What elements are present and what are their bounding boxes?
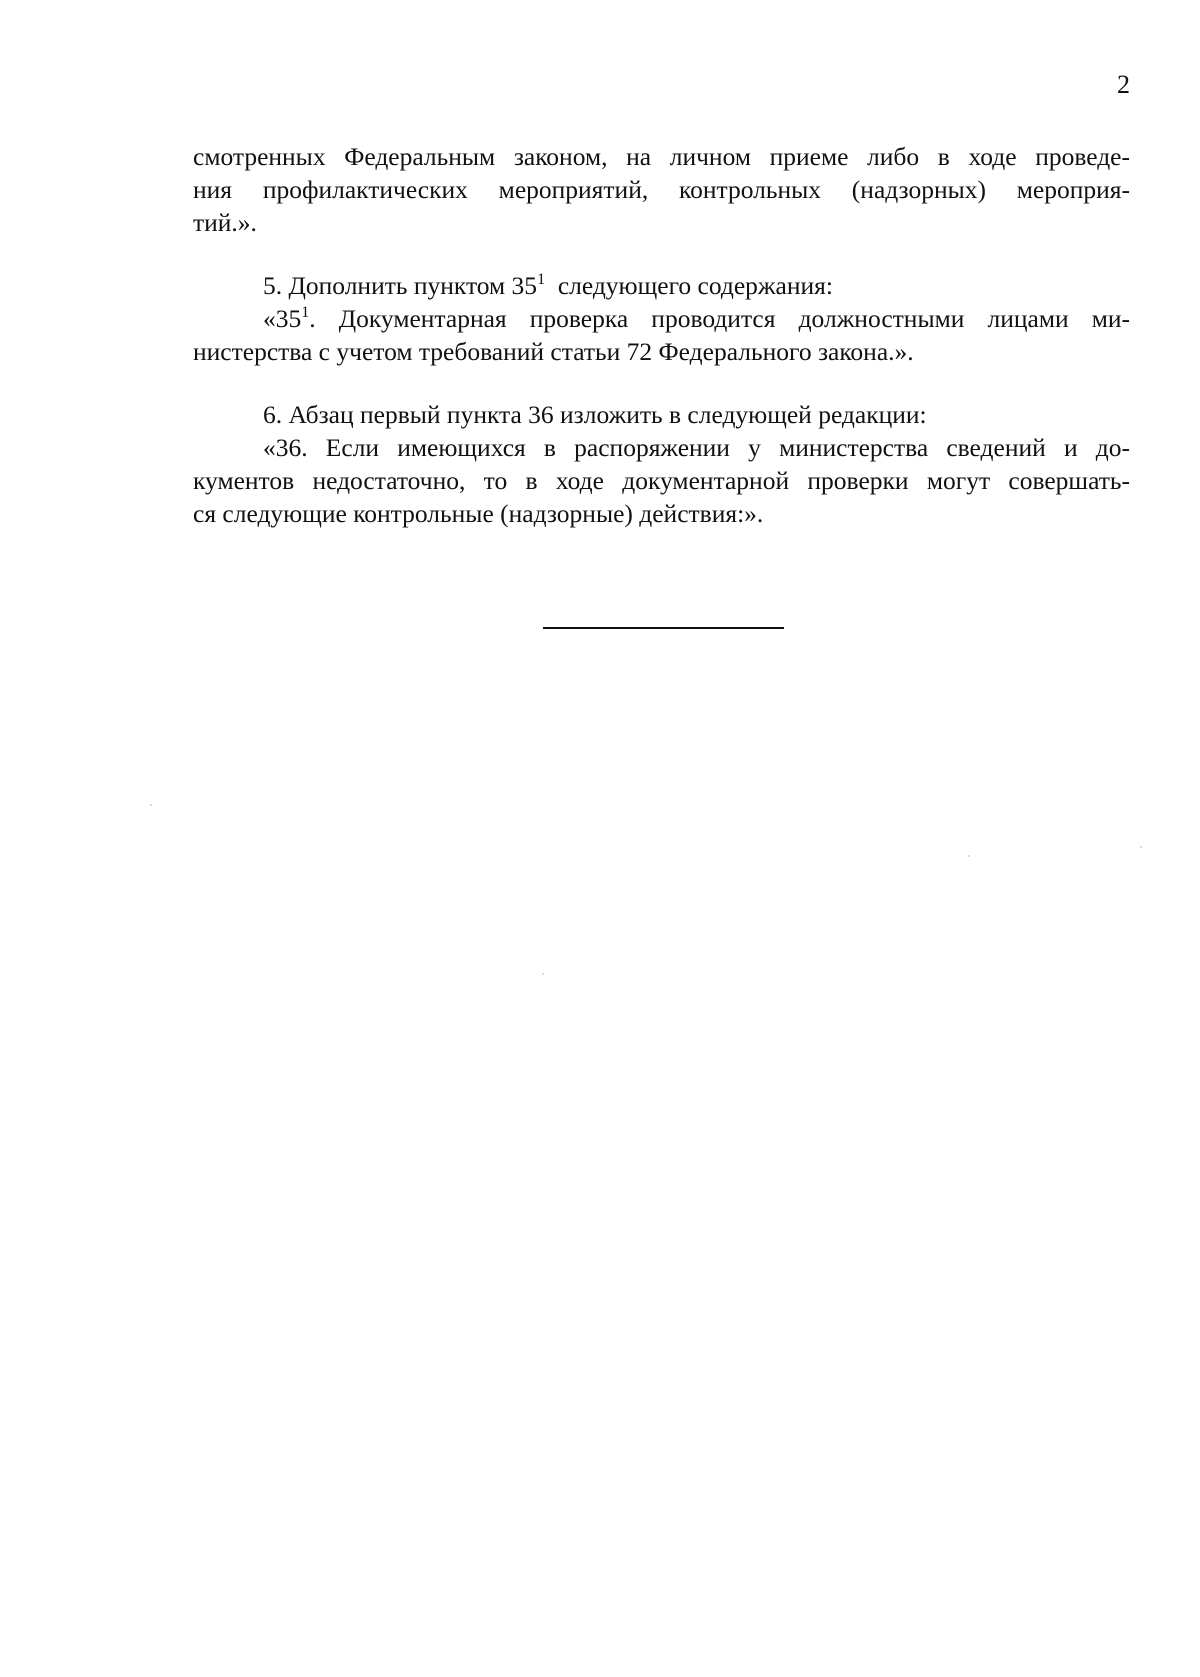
end-of-text-rule — [543, 627, 784, 629]
item-5-quote-superscript: 1 — [301, 303, 310, 321]
scan-speck — [150, 804, 152, 806]
item-5-heading — [193, 269, 1130, 302]
item-6-quote-line: «36. Если имеющихся в распоряжении у министерства сведений и до- — [263, 433, 1130, 462]
scan-speck — [542, 973, 544, 975]
item-5-heading-superscript: 1 — [537, 270, 546, 288]
text-line: тий.». — [193, 208, 257, 237]
item-6-quote-line: ся следующие контрольные (надзорные) действия:». — [193, 499, 764, 528]
continuation-paragraph — [193, 140, 1130, 239]
item-5-quote-line-end: нистерства с учетом требований статьи 72 Федерального закона.». — [193, 337, 914, 366]
text-line: ния профилактических мероприятий, контрольных (надзорных) мероприя- — [193, 175, 1130, 204]
document-body — [193, 140, 1130, 530]
scan-speck — [968, 855, 970, 857]
page-number: 2 — [1117, 70, 1130, 99]
item-5-heading-text-end: следующего содержания: — [545, 271, 833, 300]
text-line: смотренных Федеральным законом, на личном приеме либо в ходе проведе- — [193, 142, 1130, 171]
item-5-quote-line — [193, 302, 1130, 335]
item-5-quote-text: . Документарная проверка проводится должностными лицами ми- — [309, 304, 1130, 333]
item-6-block — [193, 398, 1130, 530]
item-5-quote-open: «35 — [263, 304, 302, 333]
item-5-heading-text: 5. Дополнить пунктом 35 — [263, 271, 538, 300]
scan-speck — [1140, 846, 1142, 848]
item-6-heading: 6. Абзац первый пункта 36 изложить в следующей редакции: — [263, 400, 927, 429]
item-6-quote-line: кументов недостаточно, то в ходе документарной проверки могут совершать- — [193, 466, 1130, 495]
item-5-block — [193, 269, 1130, 368]
